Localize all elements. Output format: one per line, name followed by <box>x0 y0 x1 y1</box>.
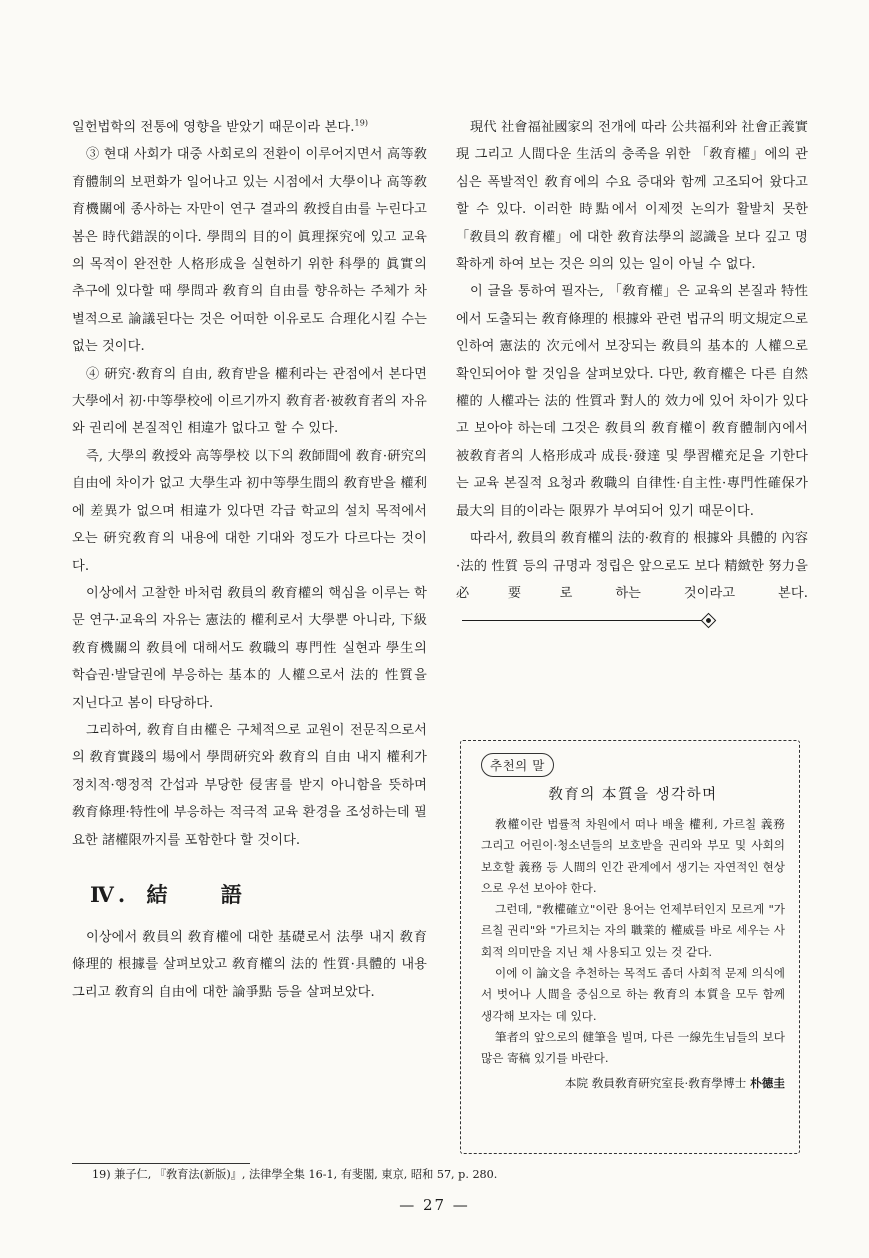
signature-name: 朴德圭 <box>750 1075 785 1090</box>
footnote-divider <box>72 1163 250 1164</box>
right-column <box>456 114 808 635</box>
footnote: 19) 兼子仁, 『敎育法(新版)』, 法律學全集 16-1, 有斐閣, 東京, 昭和 57, p. 280. <box>92 1168 498 1181</box>
section-title-part: 語 <box>220 881 246 907</box>
recommendation-badge: 추천의 말 <box>481 753 554 777</box>
body-paragraph: ③ 현대 사회가 대중 사회로의 전환이 이루어지면서 高等敎育體制의 보편화가 일어나고 있는 시점에서 大學이나 高等敎育機關에 종사하는 자만이 연구 결과의 敎授自由를 누린다고 봄은 時代錯誤的이다. 學問의 目的이 眞理探究에 있고 교육의 목적이 완전한 人格形成을 실현하기 위한 科學的 眞實의 추구에 있다할 때 學問과 敎育의 自由를 향유하는 주체가 차별적으로 論議된다는 것은 어떠한 이유로도 合理化시킬 수는 없는 것이다. <box>72 147 427 355</box>
section-number: Ⅳ. <box>90 881 130 907</box>
section-title-part: 結 <box>146 881 172 907</box>
section-heading <box>90 880 427 910</box>
body-paragraph: ④ 硏究·敎育의 自由, 敎育받을 權利라는 관점에서 본다면 大學에서 初·中等學校에 이르기까지 敎育者·被敎育者의 자유와 권리에 본질적인 相違가 없다고 할 수 있다. <box>72 366 427 437</box>
body-paragraph: 이상에서 고찰한 바처럼 敎員의 敎育權의 핵심을 이루는 학문 연구·교육의 자유는 憲法的 權利로서 大學뿐 아니라, 下級敎育機關의 敎員에 대해서도 敎職의 專門性 실현과 學生의 학습권·발달권에 부응하는 基本的 人權으로서 法的 性質을 지닌다고 봄이 타당하다. <box>72 585 427 711</box>
body-paragraph: 따라서, 敎員의 敎育權의 法的·敎育的 根據와 具體的 內容·法的 性質 등의 규명과 정립은 앞으로도 보다 精緻한 努力을 必要로 하는 것이라고 본다. <box>456 525 808 635</box>
recommendation-paragraph: 이에 이 論文을 추천하는 목적도 좀더 사회적 문제 의식에서 벗어나 人間을 중심으로 하는 敎育의 本質을 모두 함께 생각해 보자는 데 있다. <box>481 966 785 1023</box>
recommendation-paragraph: 그런데, "敎權確立"이란 용어는 언제부터인지 모르게 "가르칠 권리"와 "가르치는 자의 職業的 權威를 바로 세우는 사회적 의미만을 지닌 채 사용되고 있는 것 같다. <box>481 902 785 959</box>
body-paragraph: 이 글을 통하여 필자는, 「敎育權」은 교육의 본질과 特性에서 도출되는 敎育條理的 根據와 관련 법규의 明文規定으로 인하여 憲法的 次元에서 보장되는 敎員의 基本的 人權으로 확인되어야 할 것임을 살펴보았다. 다만, 敎育權은 다른 自然權的 人權과는 法的 性質과 對人的 效力에 있어 차이가 있다고 보아야 하는데 그것은 敎員의 敎育權이 敎育體制內에서 被敎育者의 人格形成과 成長·發達 및 學習權充足을 기한다는 교육 본질적 요청과 敎職의 自律性·自主性·專門性確保가 最大의 目的이라는 限界가 부여되어 있기 때문이다. <box>456 284 808 519</box>
page-number: — 27 — <box>399 1196 470 1214</box>
end-diamond-icon <box>701 613 717 629</box>
body-paragraph: 그리하여, 敎育自由權은 구체적으로 교원이 전문직으로서의 敎育實踐의 場에서 學問硏究와 敎育의 自由 내지 權利가 정치적·행정적 간섭과 부당한 侵害를 받지 아니함을 뜻하며 敎育條理·特性에 부응하는 적극적 교육 환경을 조성하는데 필요한 諸權限까지를 포함한다 할 것이다. <box>72 722 427 848</box>
recommendation-box <box>460 740 800 1154</box>
end-rule <box>462 620 702 621</box>
recommendation-paragraph: 敎權이란 법률적 차원에서 떠나 배울 權利, 가르칠 義務 그리고 어린이·청소년들의 보호받을 권리와 부모 및 사회의 보호할 義務 등 人間의 인간 관계에서 생기는 자연적인 현상으로 우선 보아야 한다. <box>481 817 785 895</box>
recommendation-title: 敎育의 本質을 생각하며 <box>548 787 718 803</box>
recommendation-paragraph: 筆者의 앞으로의 健筆을 빌며, 다른 一線先生님들의 보다 많은 寄稿 있기를 바란다. <box>481 1029 785 1066</box>
footnote-mark: 19) <box>354 118 369 128</box>
body-paragraph: 일헌법학의 전통에 영향을 받았기 때문이라 본다.$^{19)}$ <box>72 118 369 135</box>
recommendation-signature: 本院 敎員敎育硏究室長·敎育學博士 朴德圭 <box>564 1075 785 1090</box>
left-column <box>72 114 427 1006</box>
conclusion-paragraph: 이상에서 敎員의 敎育權에 대한 基礎로서 法學 내지 敎育條理的 根據를 살펴보았고 敎育權의 法的 性質·具體的 내용 그리고 敎育의 自由에 대한 論爭點 등을 살펴보았다. <box>72 929 427 1000</box>
body-paragraph: 즉, 大學의 敎授와 高等學校 以下의 敎師間에 敎育·硏究의 自由에 차이가 없고 大學生과 初中等學生間의 敎育받을 權利에 差異가 없으며 相違가 있다면 각급 학교의 설치 목적에서 오는 硏究敎育의 내용에 대한 기대와 정도가 다르다는 것이다. <box>72 448 427 574</box>
body-paragraph: 現代 社會福祉國家의 전개에 따라 公共福利와 社會正義實現 그리고 人間다운 生活의 충족을 위한 「敎育權」에의 관심은 폭발적인 敎育에의 수요 증대와 함께 고조되어 왔다고 할 수 있다. 이러한 時點에서 이제껏 논의가 활발치 못한 「敎員의 敎育權」에 대한 敎育法學의 認識을 보다 깊고 명확하게 하여 보는 것은 의의 있는 일이 아닐 수 없다. <box>456 120 808 273</box>
